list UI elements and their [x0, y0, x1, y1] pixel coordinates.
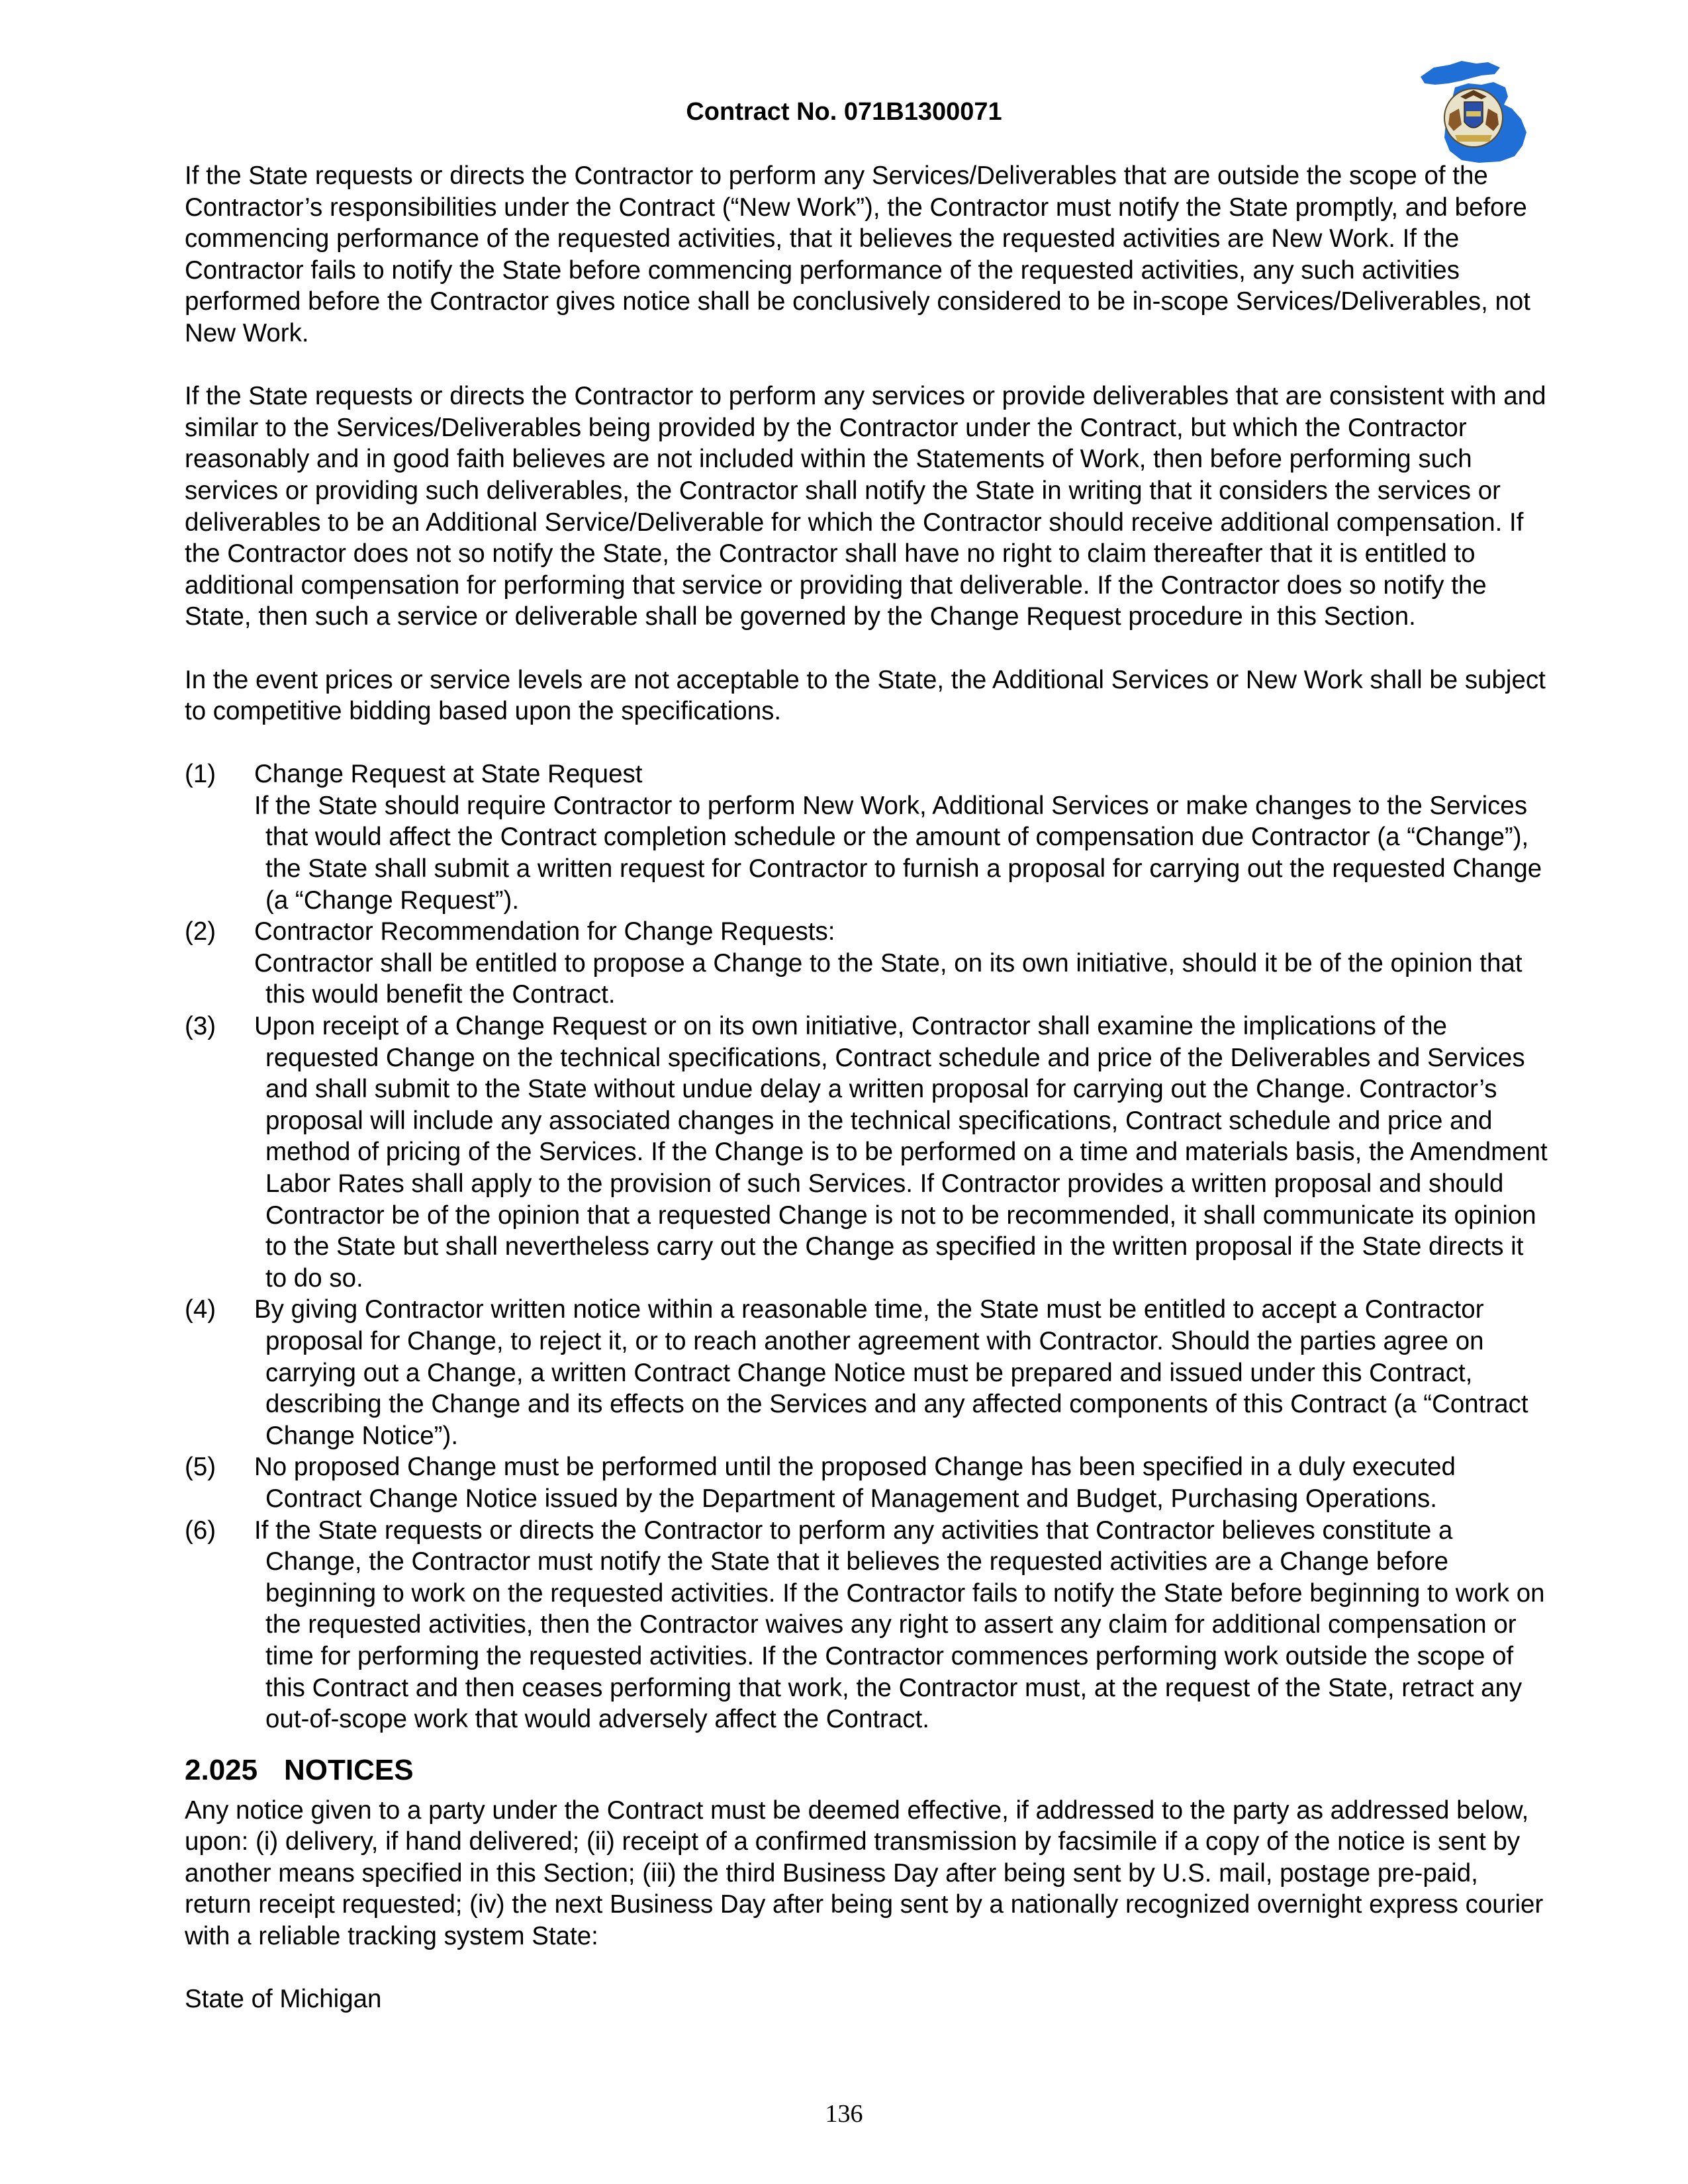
state-name-line: State of Michigan — [185, 1985, 382, 2014]
list-item-title: Change Request at State Request — [254, 760, 643, 789]
list-item-body: Contractor shall be entitled to propose a Change to the State, on its own initiative, should it be of the opinion that this would benefit the Contract. — [254, 948, 1523, 1009]
paragraph-new-work: If the State requests or directs the Contractor to perform any Services/Deliverables that are outside the scope of the Contractor’s responsibilities under the Contract (“New Work”), the Contractor must notify the State promptly, and before commencing performance of the requested activities, that it believes the requested activities are New Work. If the Contractor fails to notify the State before commencing performance of the requested activities, any such activities performed before the Contractor gives notice shall be conclusively considered to be in-scope Services/Deliverables, not New Work. — [185, 161, 1530, 347]
michigan-seal-icon — [1415, 58, 1532, 164]
list-item — [185, 1011, 1548, 1294]
section-number: 2.025 — [185, 1753, 258, 1786]
notice-paragraph: Any notice given to a party under the Contract must be deemed effective, if addressed to the party as addressed below, upon: (i) delivery, if hand delivered; (ii) receipt of a confirmed transmission by facsimile if a copy of the notice is sent by another means specified in this Section; (iii) the third Business Day after being sent by U.S. mail, postage pre-paid, return receipt requested; (iv) the next Business Day after being sent by a nationally recognized overnight express courier with a reliable tracking system State: — [185, 1796, 1544, 1951]
change-request-list — [185, 758, 1548, 1735]
list-item-number: (4) — [185, 1295, 216, 1324]
list-item-number: (3) — [185, 1012, 216, 1041]
list-item-body: Upon receipt of a Change Request or on its own initiative, Contractor shall examine the implications of the requested Change on the technical specifications, Contract schedule and price of the Deliverables and Services and shall submit to the State without undue delay a written proposal for carrying out the Change. Contractor’s proposal will include any associated changes in the technical specifications, Contract schedule and price and method of pricing of the Services. If the Change is to be performed on a time and materials basis, the Amendment Labor Rates shall apply to the provision of such Services. If Contractor provides a written proposal and should Contractor be of the opinion that a requested Change is not to be recommended, it shall communicate its opinion to the State but shall nevertheless carry out the Change as specified in the written proposal if the State directs it to do so. — [254, 1012, 1548, 1293]
list-item-number: (6) — [185, 1516, 216, 1545]
list-item — [185, 758, 1548, 916]
section-title: NOTICES — [284, 1753, 414, 1786]
page-number: 136 — [825, 2100, 863, 2128]
list-item-number: (1) — [185, 760, 216, 789]
list-item — [185, 1451, 1548, 1514]
list-item-number: (2) — [185, 917, 216, 946]
paragraph-additional-services: If the State requests or directs the Contractor to perform any services or provide deliverables that are consistent with and similar to the Services/Deliverables being provided by the Contractor under the Contract, but which the Contractor reasonably and in good faith believes are not included within the Statements of Work, then before performing such services or providing such deliverables, the Contractor shall notify the State in writing that it considers the services or deliverables to be an Additional Service/Deliverable for which the Contractor should receive additional compensation. If the Contractor does not so notify the State, the Contractor shall have no right to claim thereafter that it is entitled to additional compensation for performing that service or providing that deliverable. If the Contractor does so notify the State, then such a service or deliverable shall be governed by the Change Request procedure in this Section. — [185, 382, 1546, 631]
document-body — [185, 160, 1548, 2046]
list-item-title: Contractor Recommendation for Change Requests: — [254, 917, 835, 946]
list-item — [185, 916, 1548, 1011]
list-item — [185, 1294, 1548, 1451]
list-item-body: No proposed Change must be performed until the proposed Change has been specified in a duly executed Contract Change Notice issued by the Department of Management and Budget, Purchasing Operations. — [254, 1453, 1456, 1513]
list-item-body: If the State should require Contractor to perform New Work, Additional Services or make changes to the Services that would affect the Contract completion schedule or the amount of compensation due Contractor (a “Change”), the State shall submit a written request for Contractor to furnish a proposal for carrying out the requested Change (a “Change Request”). — [254, 791, 1542, 915]
list-item-body: If the State requests or directs the Contractor to perform any activities that Contractor believes constitute a Change, the Contractor must notify the State that it believes the requested activities are a Change before beginning to work on the requested activities. If the Contractor fails to notify the State before beginning to work on the requested activities, then the Contractor waives any right to assert any claim for additional compensation or time for performing the requested activities. If the Contractor commences performing work outside the scope of this Contract and then ceases performing that work, the Contractor must, at the request of the State, retract any out-of-scope work that would adversely affect the Contract. — [254, 1516, 1545, 1734]
list-item-number: (5) — [185, 1453, 216, 1482]
section-heading-notices — [185, 1752, 1548, 1788]
list-item-body: By giving Contractor written notice within a reasonable time, the State must be entitled to accept a Contractor proposal for Change, to reject it, or to reach another agreement with Contractor. Should the parties agree on carrying out a Change, a written Contract Change Notice must be prepared and issued under this Contract, describing the Change and its effects on the Services and any affected components of this Contract (a “Contract Change Notice”). — [254, 1295, 1528, 1450]
contract-number-header: Contract No. 071B1300071 — [686, 98, 1002, 126]
list-item — [185, 1515, 1548, 1735]
paragraph-competitive-bidding: In the event prices or service levels are not acceptable to the State, the Additional Services or New Work shall be subject to competitive bidding based upon the specifications. — [185, 665, 1546, 726]
